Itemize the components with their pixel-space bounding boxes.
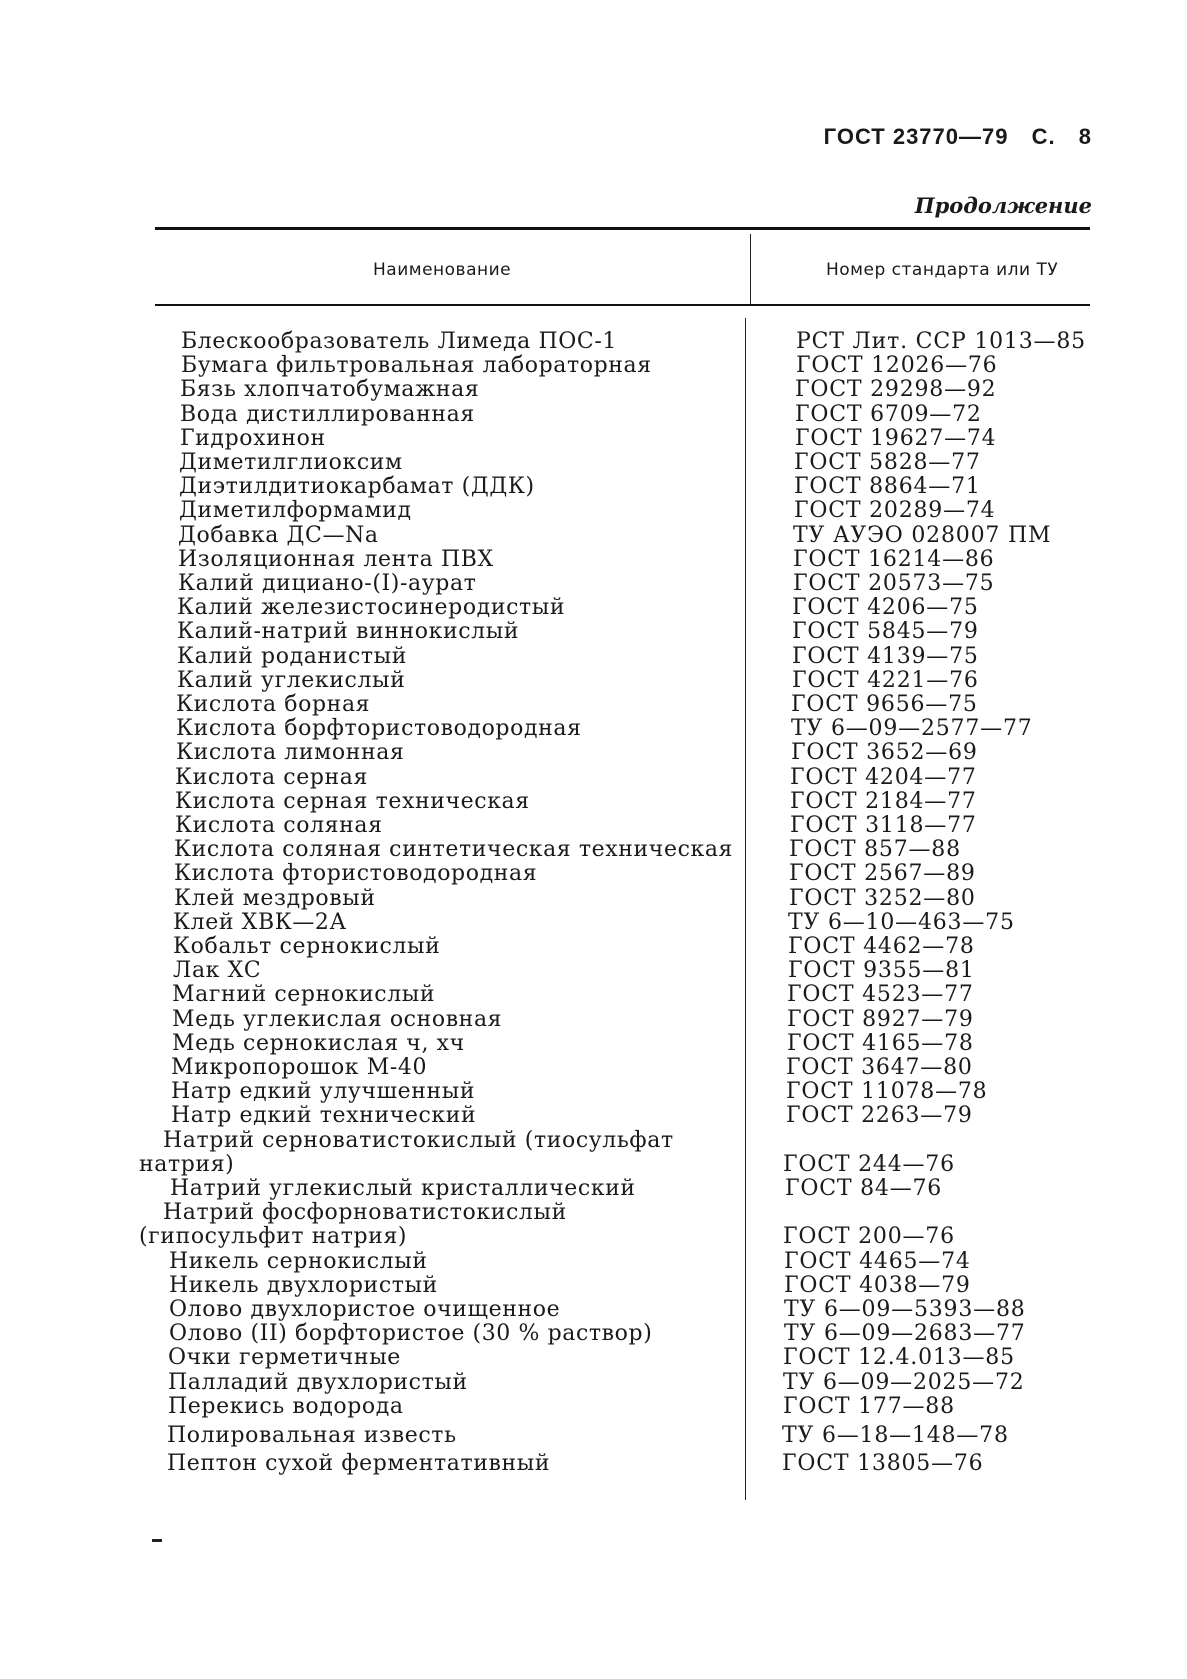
table-row-standard: ГОСТ 29298—92	[795, 377, 997, 403]
table-row-name: Палладий двухлористый	[168, 1369, 468, 1395]
table-row-standard: ТУ 6—09—2577—77	[791, 716, 1033, 742]
table-row-standard: ГОСТ 6709—72	[795, 401, 982, 427]
table-row-name: Кислота соляная	[175, 813, 383, 838]
table-row-name: Кислота соляная синтетическая техническая	[174, 837, 734, 863]
table-row-standard: ГОСТ 4462—78	[788, 934, 975, 959]
table-row-name: Кислота серная техническая	[175, 788, 530, 814]
table-row-standard: ГОСТ 12026—76	[796, 353, 998, 379]
table-row-name: Микропорошок М-40	[171, 1055, 428, 1080]
table-row-name: Блескообразователь Лимеда ПОС-1	[181, 329, 617, 354]
page-header	[808, 124, 1092, 150]
table-row-standard: ГОСТ 5828—77	[794, 450, 981, 475]
standard-number: ГОСТ 23770—79	[823, 124, 1009, 149]
table-row-name: Добавка ДС—Na	[178, 522, 379, 548]
table-row-standard: ГОСТ 4465—74	[784, 1248, 971, 1274]
column-header-name: Наименование	[373, 260, 512, 280]
table-row-name: Диметилглиоксим	[179, 450, 403, 475]
table-row-name: Натр едкий технический	[171, 1103, 477, 1129]
table-row-name: Калий-натрий виннокислый	[177, 619, 520, 645]
table-row-name: Вода дистиллированная	[180, 401, 475, 427]
table-row-name: Натрий фосфорноватистокислый (гипосульфит натрия)	[139, 1200, 567, 1250]
table-row-name: Натрий серноватистокислый (тиосульфат натрия)	[139, 1127, 674, 1177]
table-row-standard: ГОСТ 20573—75	[793, 571, 995, 596]
table-row-standard: ГОСТ 9355—81	[788, 958, 975, 984]
table-row-standard: ГОСТ 16214—86	[793, 546, 995, 572]
table-row-name: Калий железистосинеродистый	[177, 595, 566, 621]
table-row-name: Натрий углекислый кристаллический	[170, 1176, 636, 1201]
table-row-standard: ТУ 6—10—463—75	[788, 909, 1015, 935]
table-row-name: Диэтилдитиокарбамат (ДДК)	[179, 474, 535, 500]
table-row-standard: ТУ АУЭО 028007 ПМ	[793, 522, 1052, 548]
page-number: 8	[1078, 124, 1092, 149]
table-row-name: Кислота фтористоводородная	[174, 861, 538, 887]
table-row-standard: ГОСТ 3118—77	[790, 813, 977, 838]
column-header-standard: Номер стандарта или ТУ	[826, 260, 1059, 280]
table-row-name: Кислота борфтористоводородная	[176, 716, 582, 742]
table-row-standard: ГОСТ 4206—75	[792, 595, 979, 621]
table-row-standard: ГОСТ 177—88	[783, 1393, 955, 1419]
table-row-standard: ТУ 6—18—148—78	[782, 1423, 1009, 1448]
table-row-standard: ГОСТ 84—76	[785, 1176, 943, 1201]
table-row-standard: ГОСТ 2184—77	[790, 788, 977, 814]
table-row-standard: ТУ 6—09—2025—72	[783, 1369, 1025, 1395]
table-row-name: Калий углекислый	[177, 667, 406, 693]
table-row-name: Никель сернокислый	[169, 1248, 428, 1274]
table-row-standard: ГОСТ 4139—75	[792, 643, 979, 669]
table-row-name: Очки герметичные	[168, 1345, 401, 1371]
body-column-divider	[745, 318, 746, 1500]
table-row-standard: ГОСТ 13805—76	[782, 1451, 984, 1477]
table-row-standard: ГОСТ 4204—77	[790, 764, 977, 790]
table-row-standard: ГОСТ 200—76	[783, 1224, 955, 1250]
table-top-rule	[155, 227, 1090, 230]
table-row-name: Кобальт сернокислый	[173, 934, 441, 959]
table-row-standard: ГОСТ 8864—71	[794, 474, 981, 500]
table-row-standard: ГОСТ 4038—79	[784, 1272, 971, 1298]
continuation-label: Продолжение	[914, 193, 1092, 218]
table-row-name: Олово двухлористое очищенное	[169, 1297, 561, 1322]
table-row-name: Олово (II) борфтористое (30 % раствор)	[169, 1321, 653, 1347]
table-row-standard: ГОСТ 4165—78	[787, 1030, 974, 1056]
table-row-name: Кислота борная	[176, 692, 371, 717]
page-mark	[152, 1539, 162, 1542]
table-row-standard: ГОСТ 2567—89	[789, 861, 976, 887]
table-row-name: Перекись водорода	[168, 1393, 404, 1419]
table-row-name: Клей мездровый	[174, 885, 376, 911]
table-row-name: Калий дициано-(I)-аурат	[178, 571, 477, 596]
table-row-name: Кислота серная	[175, 764, 368, 790]
table-row-standard: ГОСТ 2263—79	[786, 1103, 973, 1129]
table-row-name: Пептон сухой ферментативный	[167, 1451, 551, 1477]
table-row-name: Натр едкий улучшенный	[171, 1079, 476, 1105]
table-row-name: Медь сернокислая ч, хч	[172, 1030, 465, 1056]
table-row-standard: ГОСТ 20289—74	[794, 498, 996, 524]
table-row-standard: ГОСТ 3652—69	[791, 740, 978, 766]
table-row-name: Кислота лимонная	[176, 740, 405, 766]
table-row-name: Изоляционная лента ПВХ	[178, 546, 494, 572]
table-row-standard: ГОСТ 11078—78	[786, 1079, 988, 1105]
table-row-name: Медь углекислая основная	[172, 1006, 503, 1032]
table-row-name: Диметилформамид	[179, 498, 412, 524]
table-row-standard: ГОСТ 8927—79	[787, 1006, 974, 1032]
table-row-name: Клей ХВК—2А	[173, 909, 347, 935]
table-row-name: Магний сернокислый	[172, 982, 436, 1008]
table-row-standard: ГОСТ 12.4.013—85	[783, 1345, 1015, 1371]
page-label: С.	[1031, 124, 1056, 149]
table-row-standard: ГОСТ 4221—76	[792, 667, 979, 693]
table-row-name: Никель двухлористый	[169, 1272, 438, 1298]
table-row-standard: ТУ 6—09—2683—77	[784, 1321, 1026, 1347]
table-row-name: Полировальная известь	[167, 1423, 457, 1448]
table-row-standard: ГОСТ 3647—80	[786, 1055, 973, 1080]
table-row-name: Гидрохинон	[180, 425, 326, 451]
table-row-standard: ГОСТ 3252—80	[789, 885, 976, 911]
table-row-name: Бязь хлопчатобумажная	[180, 377, 480, 403]
table-row-standard: ГОСТ 857—88	[789, 837, 961, 863]
table-row-standard: ГОСТ 244—76	[783, 1151, 955, 1177]
table-row-standard: ГОСТ 5845—79	[792, 619, 979, 645]
table-row-standard: ТУ 6—09—5393—88	[784, 1297, 1026, 1322]
table-row-name: Лак ХС	[173, 958, 262, 984]
table-row-standard: ГОСТ 19627—74	[795, 425, 997, 451]
header-column-divider	[750, 234, 751, 304]
table-row-name: Калий роданистый	[177, 643, 408, 669]
header-bottom-rule	[155, 304, 1090, 306]
table-row-name: Бумага фильтровальная лабораторная	[181, 353, 652, 379]
table-row-standard: ГОСТ 4523—77	[787, 982, 974, 1008]
table-row-standard: ГОСТ 9656—75	[791, 692, 978, 717]
table-row-standard: РСТ Лит. ССР 1013—85	[796, 329, 1086, 354]
